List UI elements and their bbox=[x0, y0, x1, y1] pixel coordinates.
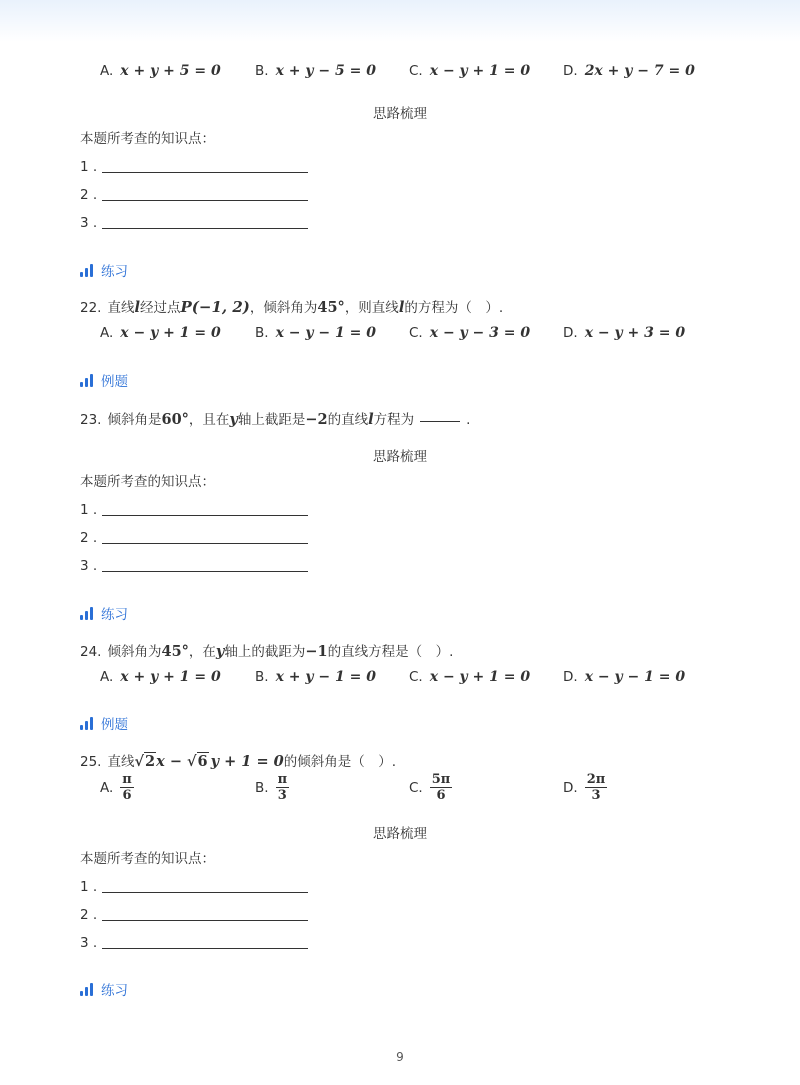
option-label: D. bbox=[563, 779, 578, 796]
option-label: B. bbox=[255, 669, 269, 685]
fraction-numerator: 5π bbox=[431, 772, 451, 787]
radicand: 2 bbox=[145, 753, 156, 770]
page-number: 9 bbox=[396, 1050, 404, 1064]
option-label: B. bbox=[255, 779, 269, 796]
section-header-practice bbox=[80, 979, 128, 999]
option-label: C. bbox=[409, 325, 423, 341]
option-label: C. bbox=[409, 779, 423, 796]
list-number: 1 . bbox=[80, 159, 98, 175]
list-number: 3 . bbox=[80, 215, 98, 231]
question-text: 直线 bbox=[107, 300, 135, 316]
answer-blank-line[interactable] bbox=[102, 948, 308, 949]
question-text: 的直线 bbox=[327, 412, 369, 428]
q25-option-b[interactable] bbox=[255, 772, 289, 803]
math-value: −2 bbox=[305, 411, 328, 428]
section-header-example bbox=[80, 713, 128, 733]
question-text: 的直线方程是（ ）. bbox=[327, 644, 454, 660]
list-number: 1 . bbox=[80, 502, 98, 518]
section-header-example bbox=[80, 370, 128, 390]
option-expr: x − y + 1 = 0 bbox=[429, 63, 531, 79]
sqrt-2: √2 bbox=[134, 753, 156, 770]
answer-blank-line[interactable] bbox=[102, 920, 308, 921]
question-22 bbox=[80, 296, 503, 316]
fraction-denominator: 3 bbox=[591, 788, 601, 803]
answer-blank-line[interactable] bbox=[102, 200, 308, 201]
q21-option-a[interactable] bbox=[100, 63, 221, 79]
thinking-title: 思路梳理 bbox=[373, 106, 427, 122]
section-label: 例题 bbox=[101, 717, 128, 733]
math-op: − bbox=[164, 753, 188, 770]
thinking-title: 思路梳理 bbox=[373, 826, 427, 842]
fraction-denominator: 6 bbox=[122, 788, 132, 803]
option-expr: x + y + 5 = 0 bbox=[120, 63, 221, 79]
option-expr: 2x + y − 7 = 0 bbox=[584, 63, 695, 79]
question-25 bbox=[80, 750, 396, 770]
fraction-numerator: 2π bbox=[586, 772, 606, 787]
fraction-numerator: π bbox=[277, 772, 288, 787]
option-expr: x − y + 1 = 0 bbox=[120, 325, 221, 341]
option-expr: x + y + 1 = 0 bbox=[120, 669, 221, 685]
math-value: −1 bbox=[305, 643, 328, 660]
question-text: 直线 bbox=[107, 754, 135, 770]
option-expr: x + y − 5 = 0 bbox=[275, 63, 376, 79]
option-label: A. bbox=[100, 63, 114, 79]
knowledge-prompt: 本题所考查的知识点： bbox=[80, 474, 215, 490]
section-header-practice bbox=[80, 260, 128, 280]
question-text: 方程为 bbox=[373, 412, 415, 428]
answer-blank-line[interactable] bbox=[102, 543, 308, 544]
q22-option-b[interactable] bbox=[255, 325, 376, 341]
question-number: 24. bbox=[80, 644, 102, 660]
sqrt-6: √6 bbox=[187, 753, 208, 770]
fraction bbox=[120, 772, 134, 803]
option-label: B. bbox=[255, 325, 269, 341]
question-23 bbox=[80, 408, 470, 428]
q21-option-d[interactable] bbox=[563, 63, 695, 79]
list-number: 3 . bbox=[80, 935, 98, 951]
question-text: 的方程为（ ）. bbox=[404, 300, 504, 316]
knowledge-prompt: 本题所考查的知识点： bbox=[80, 851, 215, 867]
option-label: C. bbox=[409, 63, 423, 79]
question-text: ，倾斜角为 bbox=[249, 300, 318, 316]
bar-chart-icon bbox=[80, 717, 93, 730]
answer-blank-line[interactable] bbox=[102, 172, 308, 173]
option-label: B. bbox=[255, 63, 269, 79]
fraction-numerator: π bbox=[122, 772, 132, 787]
option-label: D. bbox=[563, 669, 578, 685]
math-var: y bbox=[229, 411, 238, 428]
section-label: 练习 bbox=[101, 607, 128, 623]
bar-chart-icon bbox=[80, 374, 93, 387]
option-expr: x − y − 1 = 0 bbox=[275, 325, 376, 341]
math-angle: 45° bbox=[161, 643, 189, 660]
bar-chart-icon bbox=[80, 983, 93, 996]
list-number: 2 . bbox=[80, 530, 98, 546]
answer-blank-line[interactable] bbox=[102, 571, 308, 572]
option-expr: x − y − 1 = 0 bbox=[584, 669, 686, 685]
question-text: 的倾斜角是（ ）. bbox=[283, 754, 397, 770]
q22-option-c[interactable] bbox=[409, 325, 530, 341]
fraction-denominator: 3 bbox=[277, 788, 287, 803]
bar-chart-icon bbox=[80, 607, 93, 620]
option-expr: x + y − 1 = 0 bbox=[275, 669, 376, 685]
knowledge-prompt: 本题所考查的知识点： bbox=[80, 131, 215, 147]
fraction bbox=[585, 772, 608, 803]
option-label: A. bbox=[100, 779, 114, 796]
fraction bbox=[276, 772, 290, 803]
q21-option-c[interactable] bbox=[409, 63, 530, 79]
option-label: A. bbox=[100, 325, 114, 341]
math-angle: 45° bbox=[317, 299, 345, 316]
option-expr: x − y + 3 = 0 bbox=[584, 325, 686, 341]
question-number: 22. bbox=[80, 300, 102, 316]
q24-option-c[interactable] bbox=[409, 669, 530, 685]
option-label: D. bbox=[563, 63, 578, 79]
list-number: 1 . bbox=[80, 879, 98, 895]
section-label: 练习 bbox=[101, 264, 128, 280]
math-var: x bbox=[156, 753, 165, 770]
question-text: 经过点 bbox=[140, 300, 181, 316]
math-angle: 60° bbox=[161, 411, 189, 428]
thinking-title: 思路梳理 bbox=[373, 449, 427, 465]
fraction-denominator: 6 bbox=[436, 788, 446, 803]
section-label: 练习 bbox=[101, 983, 128, 999]
option-label: A. bbox=[100, 669, 114, 685]
math-expr: y + 1 = 0 bbox=[210, 753, 284, 770]
question-text: 轴上的截距为 bbox=[224, 644, 306, 660]
question-text: 轴上截距是 bbox=[237, 412, 306, 428]
fill-in-blank[interactable] bbox=[420, 421, 460, 422]
answer-blank-line[interactable] bbox=[102, 892, 308, 893]
list-number: 3 . bbox=[80, 558, 98, 574]
question-text: 倾斜角为 bbox=[107, 644, 162, 660]
top-header-band bbox=[0, 0, 800, 42]
q22-option-d[interactable] bbox=[563, 325, 685, 341]
q25-option-d[interactable] bbox=[563, 772, 607, 803]
q25-option-c[interactable] bbox=[409, 772, 452, 803]
option-expr: x − y + 1 = 0 bbox=[429, 669, 531, 685]
question-24 bbox=[80, 640, 453, 660]
q24-option-d[interactable] bbox=[563, 669, 685, 685]
math-var: l bbox=[398, 299, 405, 316]
answer-blank-line[interactable] bbox=[102, 228, 308, 229]
question-text: ，且在 bbox=[188, 412, 230, 428]
math-point: P(−1, 2) bbox=[180, 298, 250, 316]
q25-option-a[interactable] bbox=[100, 772, 134, 803]
q22-option-a[interactable] bbox=[100, 325, 221, 341]
radicand: 6 bbox=[197, 753, 208, 770]
q21-option-b[interactable] bbox=[255, 63, 376, 79]
q24-option-a[interactable] bbox=[100, 669, 221, 685]
section-label: 例题 bbox=[101, 374, 128, 390]
bar-chart-icon bbox=[80, 264, 93, 277]
math-var: l bbox=[134, 299, 140, 316]
question-text: ，则直线 bbox=[344, 300, 399, 316]
option-expr: x − y − 3 = 0 bbox=[429, 325, 531, 341]
q24-option-b[interactable] bbox=[255, 669, 376, 685]
math-var: l bbox=[368, 411, 374, 428]
question-text: 倾斜角是 bbox=[107, 412, 162, 428]
section-header-practice bbox=[80, 603, 128, 623]
question-number: 23. bbox=[80, 412, 102, 428]
fraction bbox=[430, 772, 453, 803]
question-text: ，在 bbox=[188, 644, 216, 660]
option-label: C. bbox=[409, 669, 423, 685]
list-number: 2 . bbox=[80, 187, 98, 203]
list-number: 2 . bbox=[80, 907, 98, 923]
math-var: y bbox=[215, 643, 225, 660]
question-text: . bbox=[466, 412, 471, 428]
option-label: D. bbox=[563, 325, 578, 341]
question-number: 25. bbox=[80, 754, 102, 770]
answer-blank-line[interactable] bbox=[102, 515, 308, 516]
